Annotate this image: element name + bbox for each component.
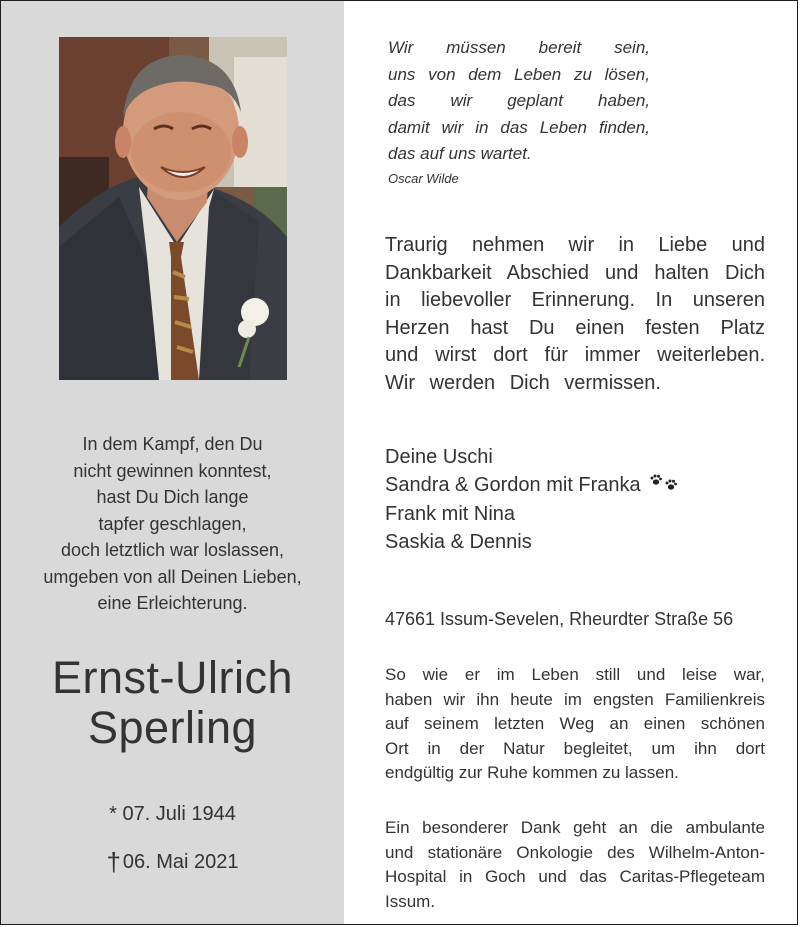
quote-line: damit wir in das Leben finden, bbox=[388, 117, 650, 137]
address: 47661 Issum-Sevelen, Rheurdter Straße 56 bbox=[385, 609, 734, 629]
death-date: 06. Mai 2021 bbox=[122, 851, 239, 873]
mourning-line: Herzen hast Du einen festen Platz bbox=[385, 316, 765, 339]
mourning-line: Dankbarkeit Abschied und halten Dich bbox=[385, 261, 765, 284]
cross-icon: † bbox=[106, 847, 121, 877]
quote-line: das auf uns wartet. bbox=[388, 144, 532, 163]
paragraph-line: auf seinem letzten Weg an einen schönen bbox=[385, 714, 765, 733]
mourning-line: und wirst dort für immer weiterleben. bbox=[385, 344, 765, 366]
mourning-text bbox=[385, 232, 765, 397]
paragraph-line: So wie er im Leben still und leise war, bbox=[385, 665, 765, 684]
poem-line: eine Erleichterung. bbox=[97, 593, 248, 613]
thanks-paragraph bbox=[385, 816, 765, 914]
paragraph-line: und stationäre Onkologie des Wilhelm-Anton- bbox=[385, 842, 765, 862]
paw-prints-icon bbox=[649, 473, 681, 502]
family-list bbox=[385, 444, 681, 556]
paragraph-line: Ein besonderer Dank geht an die ambulante bbox=[385, 818, 765, 837]
paragraph-line: Ort in der Natur begleitet, um ihn dort bbox=[385, 738, 765, 758]
family-member: Sandra & Gordon mit Franka bbox=[385, 473, 641, 496]
quote-author: Oscar Wilde bbox=[388, 171, 459, 186]
deceased-name bbox=[1, 653, 344, 753]
burial-paragraph bbox=[385, 663, 765, 786]
left-panel bbox=[1, 1, 344, 924]
family-member: Deine Uschi bbox=[385, 446, 493, 468]
mourning-line: Wir werden Dich vermissen. bbox=[385, 371, 661, 394]
family-member: Frank mit Nina bbox=[385, 503, 516, 525]
poem-line: doch letztlich war loslassen, bbox=[60, 540, 285, 560]
left-poem bbox=[1, 431, 344, 617]
paragraph-line: Issum. bbox=[385, 891, 436, 911]
quote-line: uns von dem Leben zu lösen, bbox=[388, 64, 650, 84]
family-member-row bbox=[385, 472, 681, 502]
mourning-line: in liebevoller Erinnerung. In unseren bbox=[385, 289, 765, 311]
quote-line: Wir müssen bereit sein, bbox=[388, 38, 650, 57]
portrait-photo bbox=[59, 37, 287, 380]
paragraph-line: haben wir ihn heute im engsten Familienkreis bbox=[385, 689, 765, 709]
right-panel bbox=[344, 1, 797, 924]
poem-line: umgeben von all Deinen Lieben, bbox=[43, 566, 302, 587]
paragraph-line: endgültig zur Ruhe kommen zu lassen. bbox=[385, 763, 679, 782]
last-name: Sperling bbox=[87, 702, 258, 753]
first-name: Ernst-Ulrich bbox=[51, 652, 294, 703]
quote bbox=[388, 35, 650, 168]
birth-date: * 07. Juli 1944 bbox=[109, 803, 236, 825]
quote-line: das wir geplant haben, bbox=[388, 91, 650, 110]
death-date-row bbox=[1, 847, 344, 878]
family-member: Saskia & Dennis bbox=[385, 530, 532, 553]
poem-line: nicht gewinnen konntest, bbox=[73, 460, 272, 481]
paragraph-line: Hospital in Goch und das Caritas-Pflegeteam bbox=[385, 867, 765, 886]
mourning-line: Traurig nehmen wir in Liebe und bbox=[385, 234, 765, 256]
poem-line: In dem Kampf, den Du bbox=[82, 434, 263, 454]
poem-line: tapfer geschlagen, bbox=[98, 513, 247, 534]
poem-line: hast Du Dich lange bbox=[96, 487, 249, 507]
